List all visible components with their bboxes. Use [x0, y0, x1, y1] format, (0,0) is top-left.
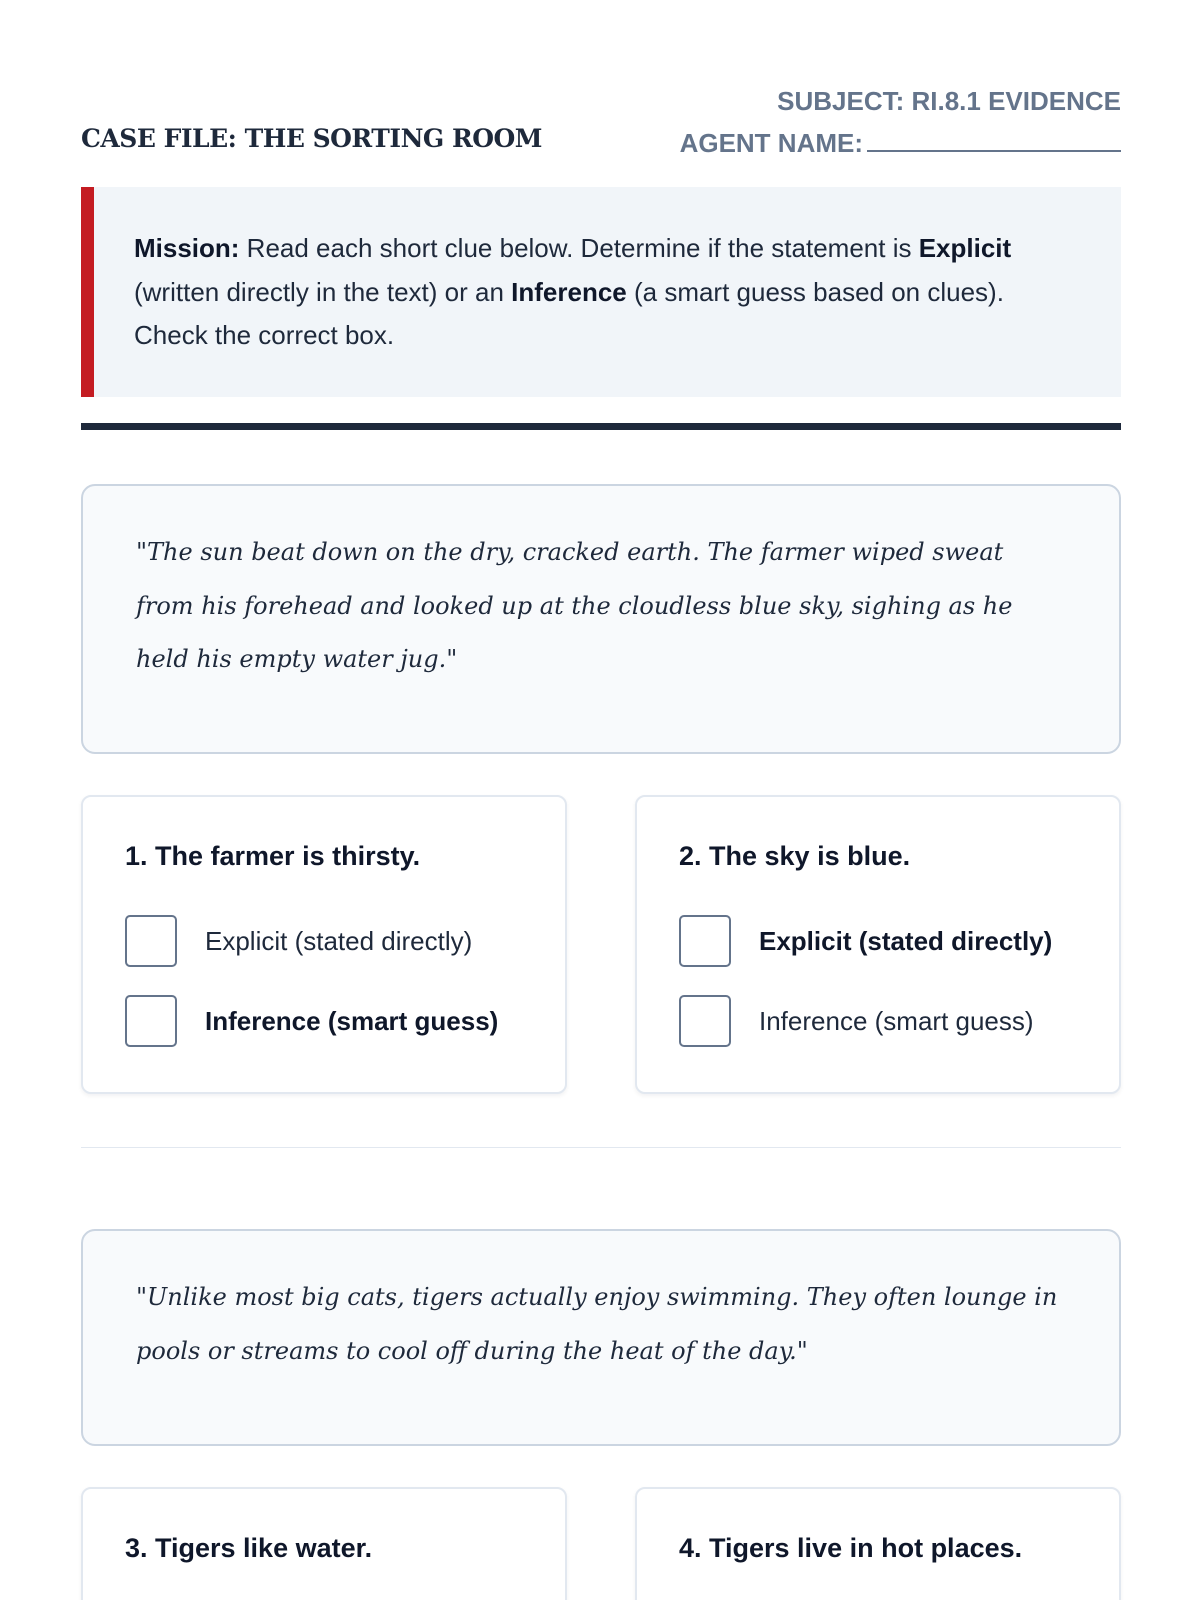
option-label: Inference (smart guess) [205, 1005, 499, 1036]
passage-text: "The sun beat down on the dry, cracked earth. The farmer wiped sweat from his forehead and looked up at the cloudless blue sky, sighing as he held his empty water jug." [136, 538, 1013, 673]
passage-separator [81, 1147, 1121, 1148]
mission-text-part-1: Read each short clue below. Determine if the statement is [239, 233, 919, 263]
checkbox-inference[interactable] [125, 995, 177, 1047]
checkbox-explicit[interactable] [679, 915, 731, 967]
mission-box [81, 187, 1121, 397]
agent-name-row [680, 124, 1121, 162]
question-statement: 2. The sky is blue. [679, 841, 911, 871]
option-inference[interactable] [125, 995, 498, 1047]
question-card [635, 1487, 1121, 1600]
passage-card [81, 1229, 1121, 1446]
worksheet-header [81, 84, 1121, 160]
subject-label: SUBJECT: RI.8.1 EVIDENCE [777, 86, 1121, 116]
question-statement: 4. Tigers live in hot places. [679, 1533, 1023, 1563]
agent-name-blank[interactable] [867, 128, 1121, 152]
option-label: Explicit (stated directly) [759, 925, 1053, 956]
option-inference[interactable] [679, 995, 1034, 1047]
passage-text: "Unlike most big cats, tigers actually enjoy swimming. They often lounge in pools or streams to cool off during the heat of the day." [136, 1283, 1058, 1365]
inference-term: Inference [511, 276, 627, 307]
question-card [81, 1487, 567, 1600]
option-explicit[interactable] [679, 915, 1052, 967]
question-statement: 1. The farmer is thirsty. [125, 841, 421, 871]
option-explicit[interactable] [125, 915, 472, 967]
mission-text-part-2: (written directly in the text) or an [134, 276, 512, 307]
question-card [635, 795, 1121, 1094]
question-card [81, 795, 567, 1094]
case-file-title: CASE FILE: THE SORTING ROOM [81, 124, 542, 153]
option-label: Explicit (stated directly) [205, 925, 473, 956]
question-statement: 3. Tigers like water. [125, 1533, 373, 1563]
mission-label: Mission: [134, 233, 240, 263]
checkbox-inference[interactable] [679, 995, 731, 1047]
section-divider [81, 423, 1121, 430]
passage-card [81, 484, 1121, 754]
agent-name-label: AGENT NAME: [679, 128, 863, 158]
option-label: Inference (smart guess) [759, 1005, 1034, 1036]
mission-text-part-3: (a smart guess based on clues). Check the correct box. [134, 276, 1004, 350]
header-meta [680, 84, 1121, 162]
mission-text [134, 227, 1081, 358]
explicit-term: Explicit [918, 233, 1012, 263]
checkbox-explicit[interactable] [125, 915, 177, 967]
